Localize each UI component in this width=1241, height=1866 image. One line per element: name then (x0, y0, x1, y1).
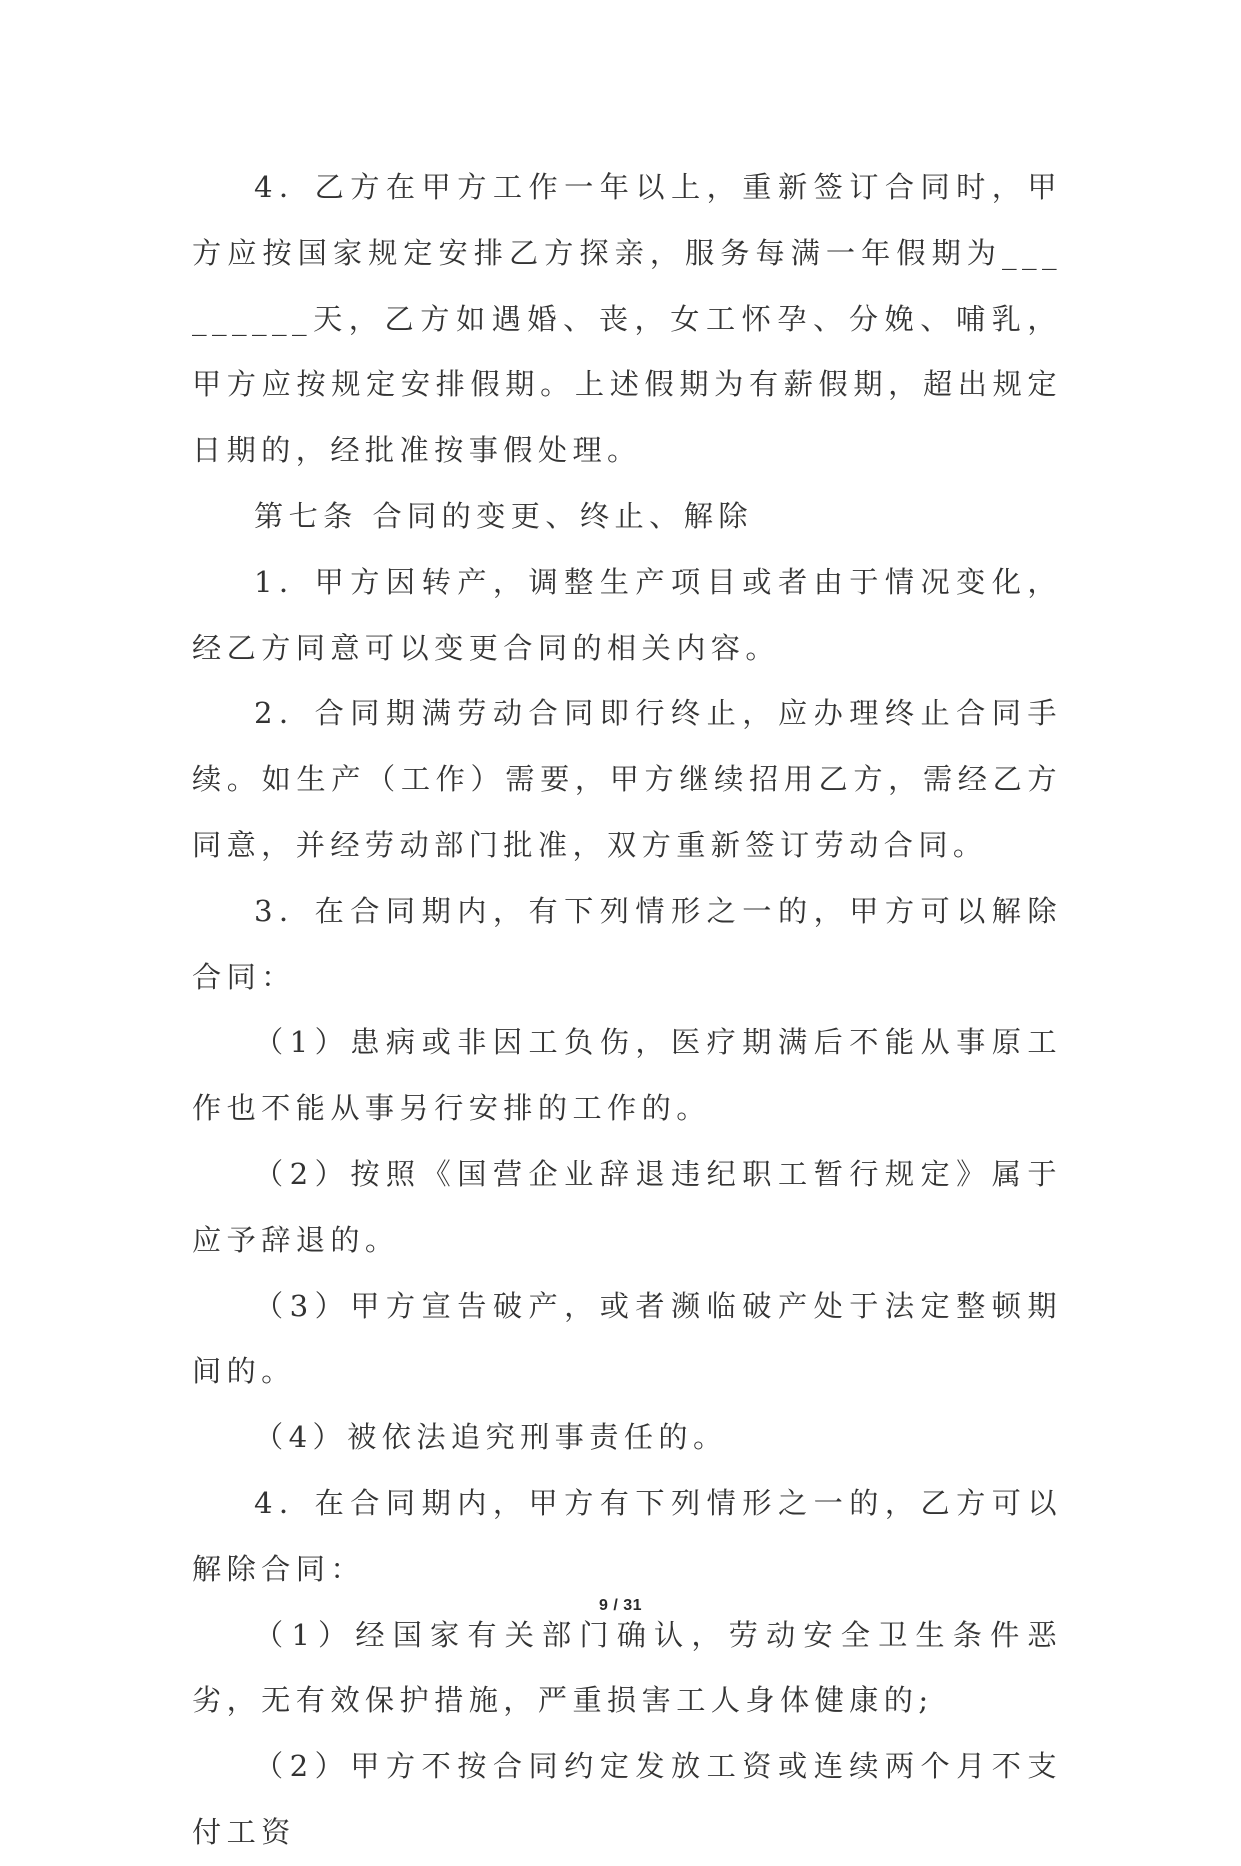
paragraph-1-change: 1．甲方因转产，调整生产项目或者由于情况变化，经乙方同意可以变更合同的相关内容。 (192, 564, 1062, 665)
clause-4-2: （2）甲方不按合同约定发放工资或连续两个月不支付工资 (192, 1749, 1062, 1849)
clause-3-1: （1）患病或非因工负伤，医疗期满后不能从事原工作也不能从事另行安排的工作的。 (192, 1025, 1062, 1126)
paragraph-2-expiry: 2．合同期满劳动合同即行终止，应办理终止合同手续。如生产（工作）需要，甲方继续招用乙方，需经乙方同意，并经劳动部门批准，双方重新签订劳动合同。 (192, 696, 1062, 862)
article-7-heading: 第七条 合同的变更、终止、解除 (254, 498, 753, 533)
page-number: 9 / 31 (598, 1597, 643, 1614)
paragraph-4-employee-termination: 4．在合同期内，甲方有下列情形之一的，乙方可以解除合同： (192, 1485, 1062, 1586)
clause-3-2: （2）按照《国营企业辞退违纪职工暂行规定》属于应予辞退的。 (192, 1156, 1062, 1257)
clause-3-3: （3）甲方宣告破产，或者濒临破产处于法定整顿期间的。 (192, 1288, 1062, 1389)
paragraph-3-employer-termination: 3．在合同期内，有下列情形之一的，甲方可以解除合同： (192, 893, 1062, 994)
clause-3-4: （4）被依法追究刑事责任的。 (254, 1420, 728, 1455)
paragraph-4-leave: 4．乙方在甲方工作一年以上，重新签订合同时，甲方应按国家规定安排乙方探亲，服务每满一年假期为_________天，乙方如遇婚、丧，女工怀孕、分娩、哺乳，甲方应按规定安排假期。上述假期为有薪假期，超出规定日期的，经批准按事假处理。 (192, 170, 1062, 468)
clause-4-1: （1）经国家有关部门确认，劳动安全卫生条件恶劣，无有效保护措施，严重损害工人身体健康的; (192, 1617, 1062, 1718)
